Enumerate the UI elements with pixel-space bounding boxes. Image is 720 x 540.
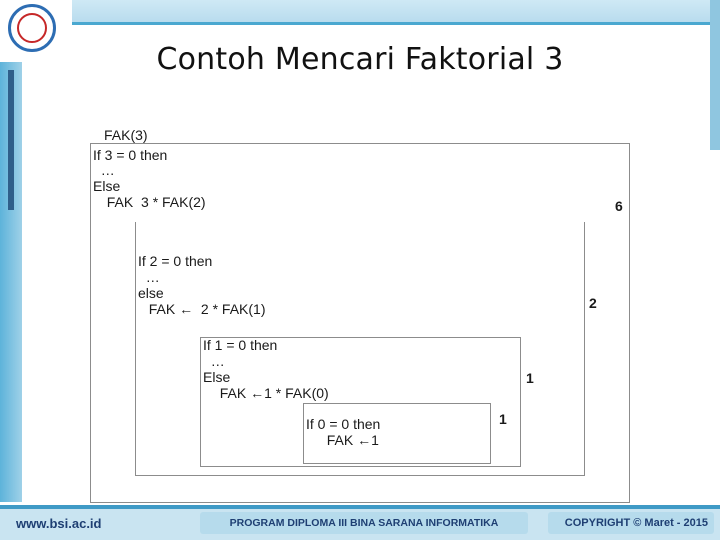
fak0-line-2: FAK ←1 xyxy=(319,432,379,448)
footer-program-area xyxy=(200,512,528,534)
fak2-line-3: else xyxy=(138,285,164,301)
fak2-result: 2 xyxy=(589,295,597,311)
fak1-line-2: … xyxy=(203,353,225,369)
footer-copyright: COPYRIGHT © Maret - 2015 xyxy=(564,517,708,529)
fak3-line-1: If 3 = 0 then xyxy=(93,147,168,163)
footer-website: www.bsi.ac.id xyxy=(16,515,102,531)
footer-program: PROGRAM DIPLOMA III BINA SARANA INFORMATIKA xyxy=(229,517,499,529)
fak1-result: 1 xyxy=(526,370,534,386)
fak3-result: 6 xyxy=(615,198,623,214)
left-decoration-notch xyxy=(8,70,14,210)
footer-top-line xyxy=(0,505,720,509)
fak1-line-1: If 1 = 0 then xyxy=(203,337,278,353)
fak3-line-3: Else xyxy=(93,178,121,194)
fak3-line-4: FAK 3 * FAK(2) xyxy=(99,194,206,210)
fak1-line-4: FAK ←1 * FAK(0) xyxy=(212,385,329,401)
logo-emblem xyxy=(17,13,47,43)
fak2-line-2: … xyxy=(138,269,160,285)
fak2-line-4: FAK ← 2 * FAK(1) xyxy=(141,301,266,317)
footer-copyright-area xyxy=(548,512,714,534)
footer-website-area xyxy=(10,512,178,534)
fak0-result: 1 xyxy=(499,411,507,427)
fak0-line-1: If 0 = 0 then xyxy=(306,416,381,432)
fak1-line-3: Else xyxy=(203,369,231,385)
top-decoration-bar xyxy=(72,0,720,25)
fak3-header: FAK(3) xyxy=(104,127,148,143)
slide-title: Contoh Mencari Faktorial 3 xyxy=(156,42,564,77)
fak3-line-2: … xyxy=(93,162,115,178)
fak2-line-1: If 2 = 0 then xyxy=(138,253,213,269)
